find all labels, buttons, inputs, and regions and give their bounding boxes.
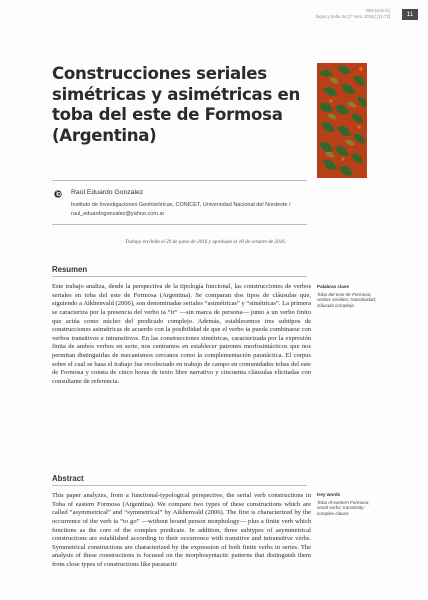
received-note: Trabajo recibido el 29 de junio de 2016 y aprobado el 18 de octubre de 2016. [125, 239, 287, 245]
key-words [317, 492, 379, 516]
palabras-clave-text: Toba del este de Formosa; verbos seriales; transitividad; cláusula compleja [317, 291, 377, 308]
author-rule [52, 224, 307, 225]
author-name: Raúl Eduardo González [71, 189, 144, 196]
title-rule [52, 180, 307, 181]
journal-line-1: RIM (ucm.fc) [366, 8, 390, 13]
article-title: Construcciones seriales simétricas y asimétricas en toba del este de Formosa (Argentina) [52, 64, 300, 145]
page-number: 11 [402, 9, 418, 20]
key-words-text: Toba of eastern Formosa; serial verbs; transitivity; complex clause [317, 499, 370, 516]
key-words-heading: Key words [317, 492, 341, 497]
resumen-rule [52, 276, 307, 277]
journal-cover-image [317, 63, 367, 178]
resumen-heading: Resumen [52, 265, 88, 274]
abstract-heading: Abstract [52, 474, 84, 483]
journal-info [316, 8, 390, 19]
author-mark-icon [54, 190, 62, 198]
palabras-clave [317, 284, 379, 308]
abstract-text: This paper analyzes, from a functional-typological perspective, the serial verb constructions in Toba of eastern Formosa (Argentina). We compare two types of these constructions which are called “asymmetrical” and “symmetrical” by Aikhenvald (2006). The first is characterized by the occurrence of the verb ta “to go” —without bound person morphology— plus a finite verb which functions as the core of the complex predicate. In addition, three subtypes of asymmetrical constructions are established according to their occurrence with transitive and intransitive verbs. Symmetrical constructions are characterized by the expression of both finite verbs in series. The analysis of these constructions is focused on the morphosyntactic patterns that distinguish them from close types of constructions like paratactic [52, 492, 311, 568]
journal-line-2: Signo y Seña 34 (2° sem. 2016): [11-72] [315, 13, 390, 19]
cover-artwork [317, 63, 367, 178]
palabras-clave-heading: Palabras clave [317, 284, 349, 289]
resumen-text: Este trabajo analiza, desde la perspectiva de la tipología funcional, las construcciones de verbos seriales en toba del este de Formosa (Argentina). Se comparan dos tipos de cláusulas que, siguiendo a Aikhenvald (2006), son denominadas seriales “asimétricas” y “simétricas”. La primera se caracteriza por la presencia del verbo ta “ir” —sin marca de persona— junto a un verbo finito que actúa como núcleo del predicado complejo. Además, establecemos tres subtipos de construcciones asimétricas de acuerdo con la posibilidad de que el verbo ta pueda combinarse con verbos transitivos e intransitivos. En las construcciones simétricas, caracterizada por la expresión finita de ambos verbos en serie, nos centramos en establecer patrones morfosintácticos que nos permitan distinguirlas de mecanismos cercanos como la complementación paratáctica. El corpus sobre el cual se basa el trabajo fue recolectado en trabajo de campo en comunidades tobas del este de Formosa y consta de cinco horas de texto libre narrativo y cincuenta cláusulas elicitadas con consultante de referencia. [52, 283, 311, 385]
abstract-rule [52, 485, 307, 486]
author-affiliation: Instituto de Investigaciones Geohistóricas, CONICET, Universidad Nacional del Nordeste / raul_eduardogonzalez@yahoo.com.ar [71, 202, 291, 217]
